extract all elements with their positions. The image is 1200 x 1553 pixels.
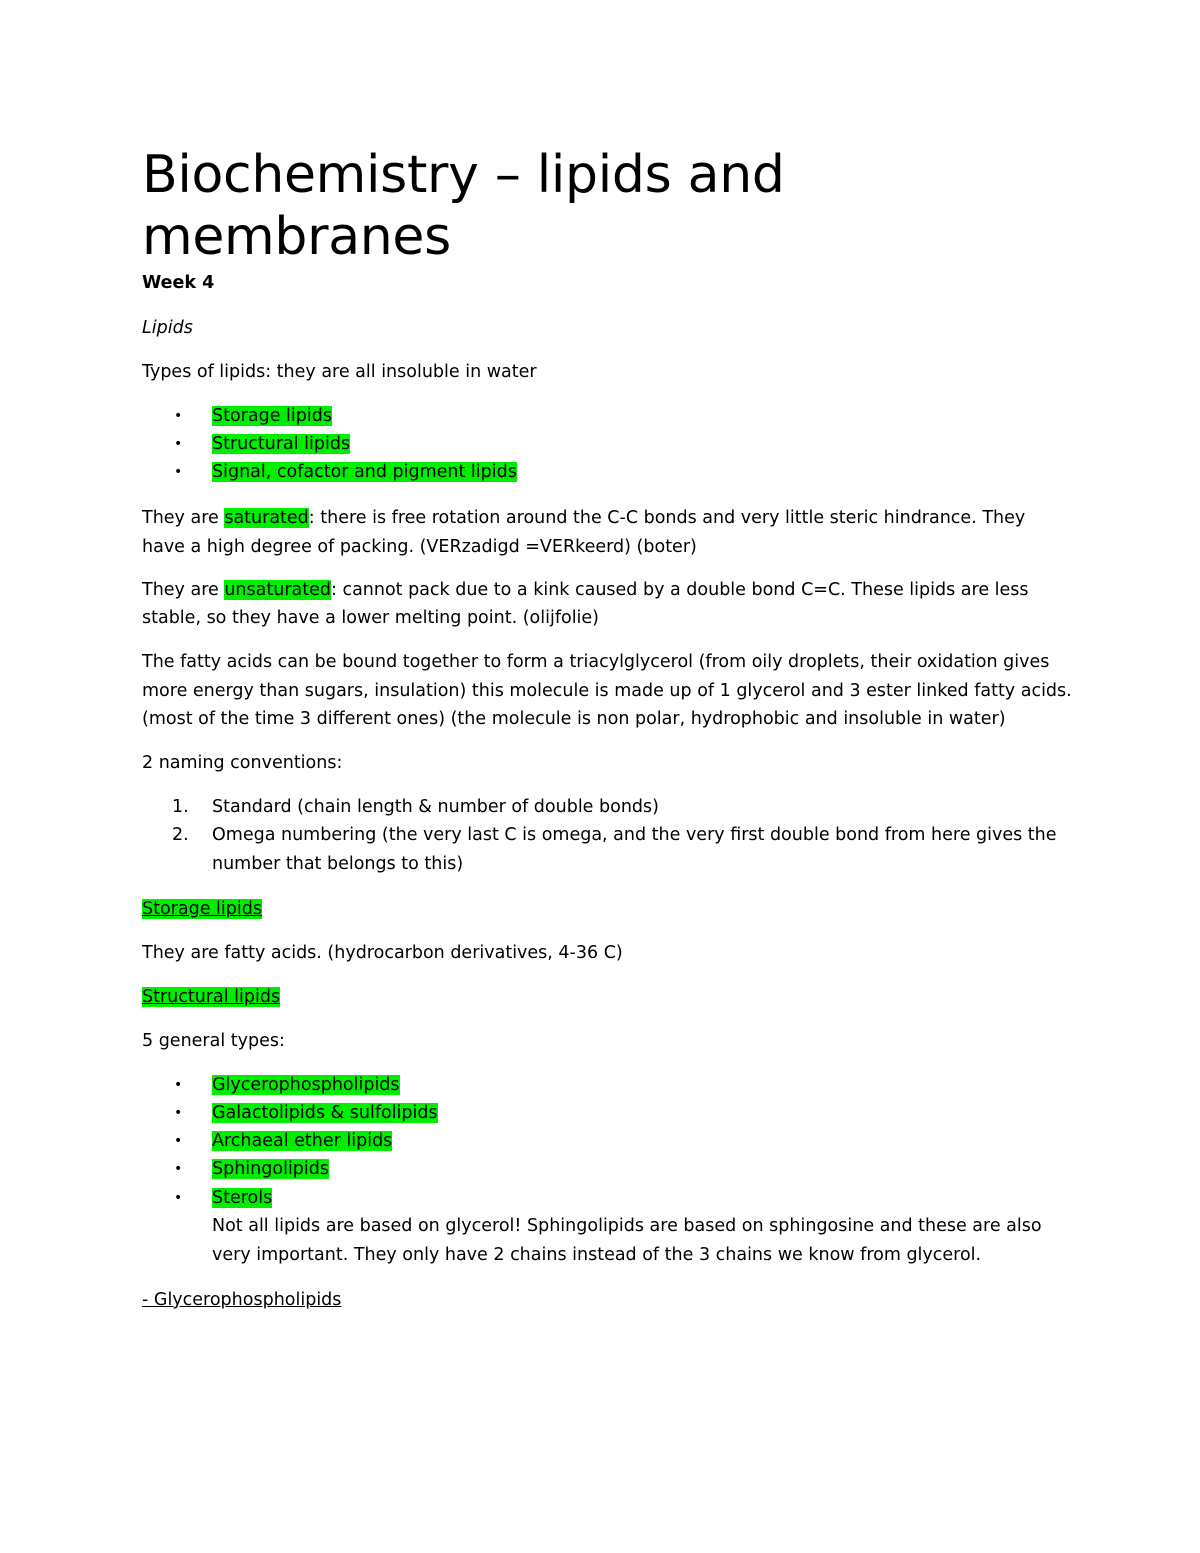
bullet-icon: •	[174, 408, 183, 424]
list-item: Sphingolipids	[212, 1159, 329, 1179]
list-item: Signal, cofactor and pigment lipids	[212, 462, 517, 482]
bullet-icon: •	[174, 1077, 183, 1093]
structural-lipids-heading: Structural lipids	[142, 987, 281, 1007]
triacyl-paragraph-line-2: more energy than sugars, insulation) this molecule is made up of 1 glycerol and 3 ester linked fatty acids.	[142, 681, 1072, 701]
general-types-intro: 5 general types:	[142, 1031, 285, 1051]
bullet-icon: •	[174, 1161, 183, 1177]
unsaturated-paragraph-line-1: They are unsaturated: cannot pack due to a kink caused by a double bond C=C. These lipids are less	[142, 580, 1029, 600]
list-item: Standard (chain length & number of double bonds)	[212, 797, 659, 817]
list-item: Glycerophospholipids	[212, 1075, 400, 1095]
list-item: Archaeal ether lipids	[212, 1131, 393, 1151]
document-title-line-2: membranes	[142, 207, 451, 267]
list-number: 2.	[172, 825, 189, 845]
section-lipids: Lipids	[142, 318, 193, 338]
unsaturated-term: unsaturated	[224, 580, 331, 600]
list-number: 1.	[172, 797, 189, 817]
glycerophospholipids-heading: - Glycerophospholipids	[142, 1290, 342, 1310]
bullet-icon: •	[174, 1133, 183, 1149]
saturated-paragraph-line-1: They are saturated: there is free rotation around the C-C bonds and very little steric hindrance. They	[142, 508, 1026, 528]
naming-intro: 2 naming conventions:	[142, 753, 343, 773]
storage-lipids-heading: Storage lipids	[142, 899, 262, 919]
week-label: Week 4	[142, 273, 215, 293]
list-item: Storage lipids	[212, 406, 332, 426]
bullet-icon: •	[174, 436, 183, 452]
list-item: Omega numbering (the very last C is omega, and the very first double bond from here gives the	[212, 825, 1057, 845]
saturated-term: saturated	[224, 508, 309, 528]
sterols-note-line-1: Not all lipids are based on glycerol! Sphingolipids are based on sphingosine and these are also	[212, 1216, 1042, 1236]
storage-lipids-text: They are fatty acids. (hydrocarbon derivatives, 4-36 C)	[142, 943, 623, 963]
list-item-continuation: number that belongs to this)	[212, 854, 464, 874]
list-item: Structural lipids	[212, 434, 351, 454]
triacyl-paragraph-line-3: (most of the time 3 different ones) (the molecule is non polar, hydrophobic and insoluble in water)	[142, 709, 1006, 729]
bullet-icon: •	[174, 1105, 183, 1121]
types-intro: Types of lipids: they are all insoluble in water	[142, 362, 537, 382]
triacyl-paragraph-line-1: The fatty acids can be bound together to form a triacylglycerol (from oily droplets, their oxidation gives	[142, 652, 1050, 672]
saturated-paragraph-line-2: have a high degree of packing. (VERzadigd =VERkeerd) (boter)	[142, 537, 697, 557]
bullet-icon: •	[174, 464, 183, 480]
list-item: Galactolipids & sulfolipids	[212, 1103, 438, 1123]
bullet-icon: •	[174, 1190, 183, 1206]
sterols-note-line-2: very important. They only have 2 chains instead of the 3 chains we know from glycerol.	[212, 1245, 982, 1265]
list-item: Sterols	[212, 1188, 273, 1208]
document-title-line-1: Biochemistry – lipids and	[142, 145, 785, 205]
unsaturated-paragraph-line-2: stable, so they have a lower melting point. (olijfolie)	[142, 608, 600, 628]
